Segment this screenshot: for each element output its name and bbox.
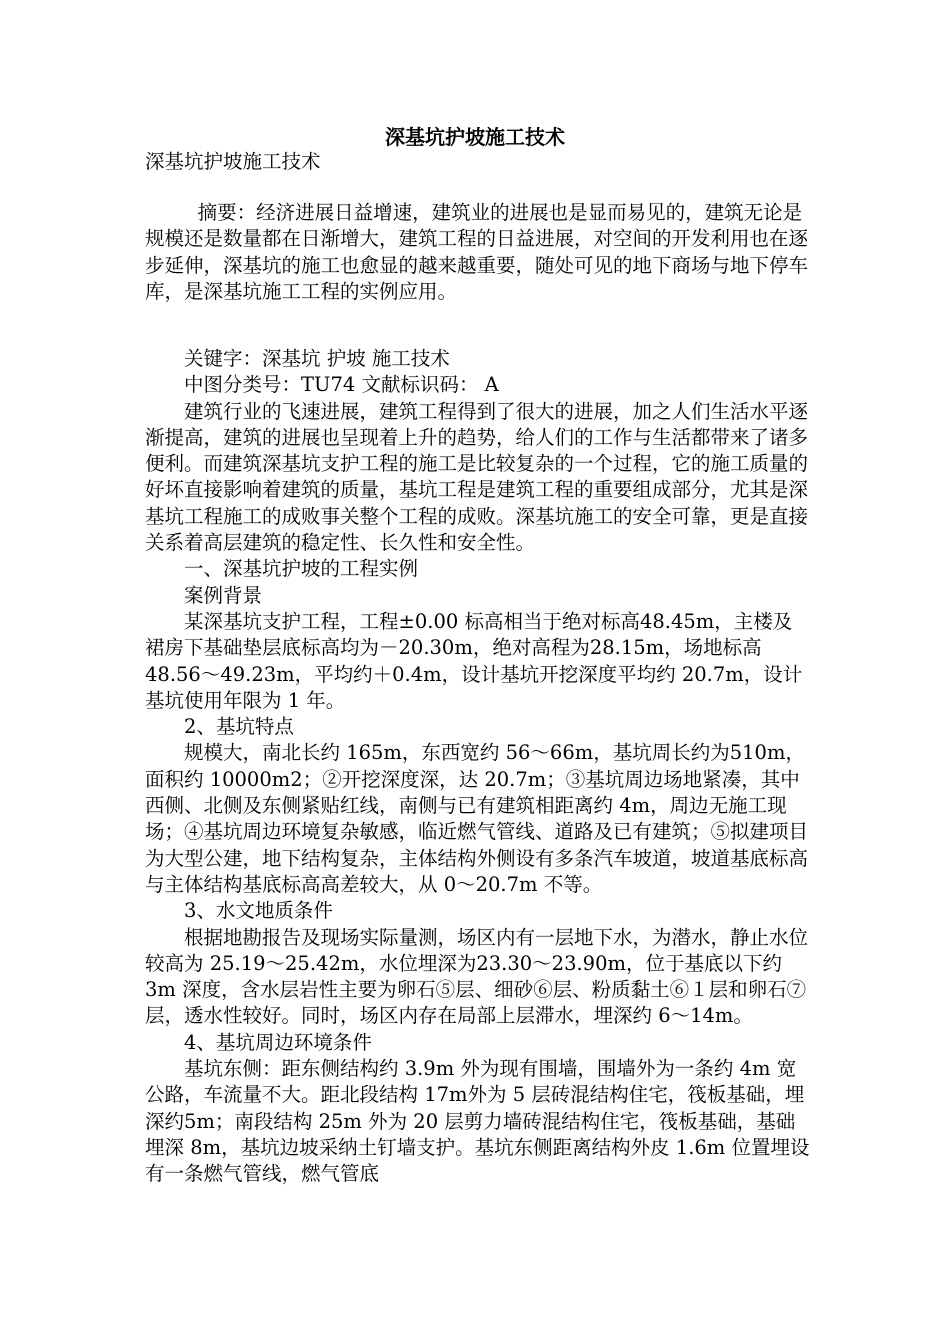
classification-line: 中图分类号：TU74 文献标识码： A — [184, 373, 499, 397]
background-paragraph: 某深基坑支护工程，工程±0.00 标高相当于绝对标高48.45m，主楼及裙房下基础垫层底标高均为－20.30m，绝对高程为28.15m，场地标高 48.56～49.23m，平均约＋0.4m，设计基坑开挖深度平均约 20.7m，设计基坑使用年限为 1 年。 — [145, 609, 803, 712]
body-section — [145, 346, 810, 1188]
subheading-hydrogeology: 3、水文地质条件 — [184, 899, 333, 923]
abstract-paragraph: 摘要：经济进展日益增速，建筑业的进展也是显而易见的，建筑无论是规模还是数量都在日渐增大，建筑工程的日益进展，对空间的开发利用也在逐步延伸，深基坑的施工也愈显的越来越重要，随处可见的地下商场与地下停车库，是深基坑施工工程的实例应用。 — [145, 201, 809, 303]
surroundings-paragraph: 基坑东侧：距东侧结构约 3.9m 外为现有围墙，围墙外为一条约 4m 宽公路，车流量不大。距北段结构 17m外为 5 层砖混结构住宅，筏板基础，埋深约5m；南段结构 25m 外为 20 层剪力墙砖混结构住宅，筏板基础，基础埋深 8m，基坑边坡采纳土钉墙支护。基坑东侧距离结构外皮 1.6m 位置埋设有一条燃气管线，燃气管底 — [145, 1057, 810, 1186]
keywords-line: 关键字：深基坑 护坡 施工技术 — [184, 347, 450, 370]
intro-paragraph: 建筑行业的飞速进展，建筑工程得到了很大的进展，加之人们生活水平逐渐提高，建筑的进展也呈现着上升的趋势，给人们的工作与生活都带来了诸多便利。而建筑深基坑支护工程的施工是比较复杂的一个过程，它的施工质量的好坏直接影响着建筑的质量，基坑工程是建筑工程的重要组成部分，尤其是深基坑工程施工的成败事关整个工程的成败。深基坑施工的安全可靠，更是直接关系着高层建筑的稳定性、长久性和安全性。 — [145, 399, 809, 555]
section-heading-1: 一、深基坑护坡的工程实例 — [184, 557, 419, 581]
hydrogeology-paragraph: 根据地勘报告及现场实际量测，场区内有一层地下水，为潜水，静止水位较高为 25.19～25.42m，水位埋深为23.30～23.90m，位于基底以下约 3m 深度，含水层岩性主要为卵石⑤层、细砂⑥层、粉质黏土⑥１层和卵石⑦层，透水性较好。同时，场区内存在局部上层滞水，埋深约 6～14m。 — [145, 925, 809, 1028]
document-subtitle: 深基坑护坡施工技术 — [145, 150, 321, 173]
features-paragraph: 规模大，南北长约 165m，东西宽约 56～66m，基坑周长约为510m，面积约 10000m2；②开挖深度深，达 20.7m；③基坑周边场地紧凑，其中西侧、北侧及东侧紧贴红线，南侧与已有建筑相距离约 4m，周边无施工现场；④基坑周边环境复杂敏感，临近燃气管线、道路及已有建筑；⑤拟建项目为大型公建，地下结构复杂，主体结构外侧设有多条汽车坡道，坡道基底标高与主体结构基底标高高差较大，从 0～20.7m 不等。 — [145, 741, 809, 896]
document-title: 深基坑护坡施工技术 — [385, 125, 565, 149]
abstract-section — [145, 200, 810, 305]
subheading-surroundings: 4、基坑周边环境条件 — [184, 1030, 372, 1054]
subheading-features: 2、基坑特点 — [184, 715, 294, 739]
subheading-background: 案例背景 — [184, 583, 263, 607]
